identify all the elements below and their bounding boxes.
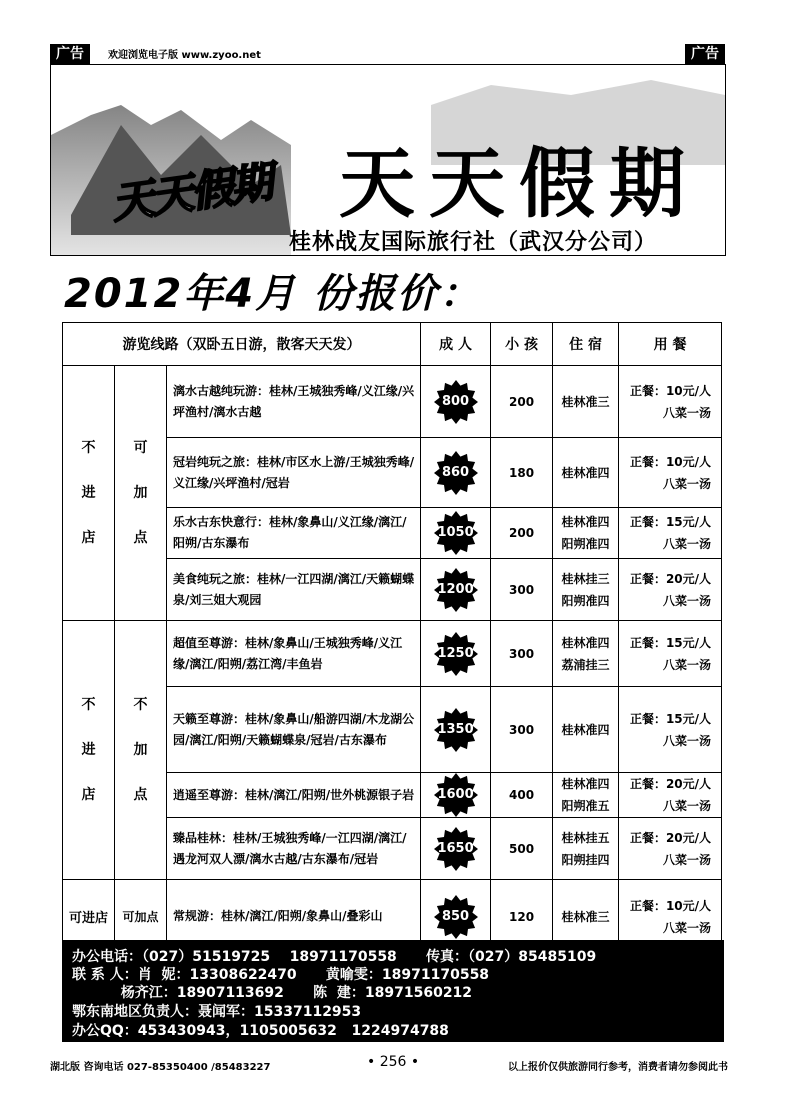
child-cell: 300 (491, 621, 553, 687)
category-char: 加 (133, 484, 148, 501)
route-cell: 乐水古东快意行：桂林/象鼻山/义江缘/漓江/阳朔/古东瀑布 (167, 508, 421, 559)
adult-price: 800 (441, 393, 470, 409)
child-cell: 120 (491, 880, 553, 954)
category-char: 点 (133, 529, 148, 546)
stay-line: 桂林准四 (561, 515, 610, 529)
meal-cell (619, 366, 722, 438)
stay-cell (553, 438, 619, 508)
stay-line: 桂林挂五 (561, 830, 610, 845)
meal-price: 正餐：10元/人 (629, 383, 712, 398)
route-cell: 冠岩纯玩之旅：桂林/市区水上游/王城独秀峰/义江缘/兴坪渔村/冠岩 (167, 438, 421, 508)
route-cell: 超值至尊游：桂林/象鼻山/王城独秀峰/义江缘/漓江/阳朔/荔江湾/丰鱼岩 (167, 621, 421, 687)
category-char: 进 (81, 484, 96, 501)
category-char: 店 (81, 529, 96, 546)
stay-line: 桂林准四 (561, 465, 610, 480)
meal-dishes: 八菜一汤 (663, 657, 712, 672)
footer-contacts-1: 联 系 人：肖 妮：13308622470 黄喻雯：18971170558 (72, 967, 490, 983)
adult-cell (421, 438, 491, 508)
meal-price: 正餐：20元/人 (629, 777, 712, 791)
meal-price: 正餐：20元/人 (629, 830, 712, 845)
price-badge (434, 827, 478, 871)
header-meal: 用 餐 (619, 323, 722, 366)
meal-price: 正餐：20元/人 (629, 571, 712, 586)
meal-dishes: 八菜一汤 (663, 593, 712, 608)
stay-cell (553, 621, 619, 687)
header-adult: 成 人 (421, 323, 491, 366)
child-cell: 200 (491, 508, 553, 559)
ad-tag-left: 广告 (50, 44, 90, 64)
adult-cell (421, 366, 491, 438)
category-char: 进 (81, 741, 96, 758)
stay-line: 阳朔挂四 (561, 852, 610, 867)
meal-cell (619, 559, 722, 621)
price-badge (434, 895, 478, 939)
category-shop (63, 621, 115, 880)
category-char: 点 (133, 786, 148, 803)
category-char: 店 (81, 786, 96, 803)
child-cell: 300 (491, 687, 553, 773)
meal-cell (619, 508, 722, 559)
page-number: • 256 • (367, 1054, 420, 1070)
stay-line: 阳朔准四 (561, 593, 610, 608)
price-badge (434, 568, 478, 612)
adult-price: 850 (441, 908, 470, 924)
child-cell: 200 (491, 366, 553, 438)
price-badge (434, 708, 478, 752)
category-char: 不 (81, 696, 96, 713)
stay-cell (553, 773, 619, 818)
ad-header (50, 64, 726, 256)
stay-line: 桂林准三 (561, 909, 610, 924)
child-cell: 300 (491, 559, 553, 621)
meal-dishes: 八菜一汤 (663, 920, 712, 935)
adult-price: 1250 (437, 645, 474, 661)
category-shop: 可进店 (63, 880, 115, 954)
category-extra (115, 621, 167, 880)
route-cell: 美食纯玩之旅：桂林/一江四湖/漓江/天籁蝴蝶泉/刘三姐大观园 (167, 559, 421, 621)
child-cell: 400 (491, 773, 553, 818)
meal-cell (619, 818, 722, 880)
stay-cell (553, 559, 619, 621)
meal-dishes: 八菜一汤 (663, 476, 712, 491)
route-cell: 常规游：桂林/漓江/阳朔/象鼻山/叠彩山 (167, 880, 421, 954)
route-cell: 天籁至尊游：桂林/象鼻山/船游四湖/木龙湖公园/漓江/阳朔/天籁蝴蝶泉/冠岩/古东瀑布 (167, 687, 421, 773)
stay-line: 桂林准三 (561, 394, 610, 409)
meal-dishes: 八菜一汤 (663, 405, 712, 420)
page-title: 2012年4月 份报价： (64, 271, 482, 317)
meal-price: 正餐：15元/人 (629, 711, 712, 726)
price-table (62, 322, 722, 954)
adult-cell (421, 687, 491, 773)
category-char: 加 (133, 741, 148, 758)
header-stay: 住 宿 (553, 323, 619, 366)
price-badge (434, 451, 478, 495)
price-badge (434, 380, 478, 424)
table-header-row (63, 323, 722, 366)
route-cell: 逍遥至尊游：桂林/漓江/阳朔/世外桃源银子岩 (167, 773, 421, 818)
meal-cell (619, 438, 722, 508)
table-row (63, 621, 722, 687)
stay-cell (553, 508, 619, 559)
table-row (63, 366, 722, 438)
category-extra: 可加点 (115, 880, 167, 954)
category-char: 不 (133, 696, 148, 713)
stay-line: 阳朔准五 (561, 799, 610, 813)
brand-name: 天天假期 (339, 139, 699, 228)
stay-line: 桂林准四 (561, 777, 610, 791)
ad-tag-right: 广告 (685, 44, 725, 64)
meal-dishes: 八菜一汤 (663, 733, 712, 748)
meal-dishes: 八菜一汤 (663, 852, 712, 867)
bottom-disclaimer: 以上报价仅供旅游同行参考，消费者请勿参阅此书 (508, 1062, 728, 1073)
category-char: 可 (133, 439, 148, 456)
meal-dishes: 八菜一汤 (663, 799, 712, 813)
company-name: 桂林战友国际旅行社（武汉分公司） (289, 230, 658, 255)
meal-price: 正餐：15元/人 (629, 515, 712, 529)
meal-price: 正餐：15元/人 (629, 635, 712, 650)
category-char: 不 (81, 439, 96, 456)
adult-cell (421, 818, 491, 880)
price-badge (434, 632, 478, 676)
adult-price: 1600 (437, 787, 474, 802)
header-child: 小 孩 (491, 323, 553, 366)
adult-cell (421, 559, 491, 621)
meal-cell (619, 687, 722, 773)
price-badge (434, 511, 478, 555)
adult-cell (421, 621, 491, 687)
stay-line: 桂林准四 (561, 635, 610, 650)
adult-price: 1350 (437, 721, 474, 737)
stay-line: 桂林挂三 (561, 571, 610, 586)
stay-line: 桂林准四 (561, 722, 610, 737)
header-route: 游览线路（双卧五日游，散客天天发） (63, 323, 421, 366)
adult-price: 1200 (437, 581, 474, 597)
category-extra (115, 366, 167, 621)
site-url: 欢迎浏览电子版 www.zyoo.net (108, 50, 261, 61)
category-shop (63, 366, 115, 621)
stay-cell (553, 366, 619, 438)
logo-text: 天天假期 (108, 157, 274, 228)
footer-qq: 办公QQ：453430943，1105005632 1224974788 (72, 1023, 449, 1039)
footer-contacts-2: 杨齐江：18907113692 陈 建：18971560212 (72, 985, 473, 1001)
meal-cell (619, 621, 722, 687)
meal-price: 正餐：10元/人 (629, 454, 712, 469)
meal-price: 正餐：10元/人 (629, 898, 712, 913)
bottom-edition: 湖北版 咨询电话 027-85350400 /85483227 (50, 1062, 271, 1073)
route-cell: 漓水古越纯玩游：桂林/王城独秀峰/义江缘/兴坪渔村/漓水古越 (167, 366, 421, 438)
stay-cell (553, 687, 619, 773)
route-cell: 臻品桂林：桂林/王城独秀峰/一江四湖/漓江/遇龙河双人漂/漓水古越/古东瀑布/冠岩 (167, 818, 421, 880)
stay-cell (553, 818, 619, 880)
contact-footer (62, 940, 724, 1042)
adult-cell (421, 508, 491, 559)
adult-price: 1650 (437, 840, 474, 856)
stay-line: 荔浦挂三 (561, 657, 610, 672)
price-badge (434, 773, 478, 817)
adult-price: 860 (441, 464, 470, 480)
child-cell: 500 (491, 818, 553, 880)
child-cell: 180 (491, 438, 553, 508)
footer-regional: 鄂东南地区负责人：聂闻军：15337112953 (72, 1004, 362, 1020)
stay-line: 阳朔准四 (561, 537, 610, 551)
adult-cell (421, 773, 491, 818)
adult-price: 1050 (437, 525, 474, 540)
meal-cell (619, 773, 722, 818)
footer-office-phone: 办公电话：（027）51519725 18971170558 传真：（027）85485109 (72, 949, 597, 965)
meal-dishes: 八菜一汤 (663, 537, 712, 551)
